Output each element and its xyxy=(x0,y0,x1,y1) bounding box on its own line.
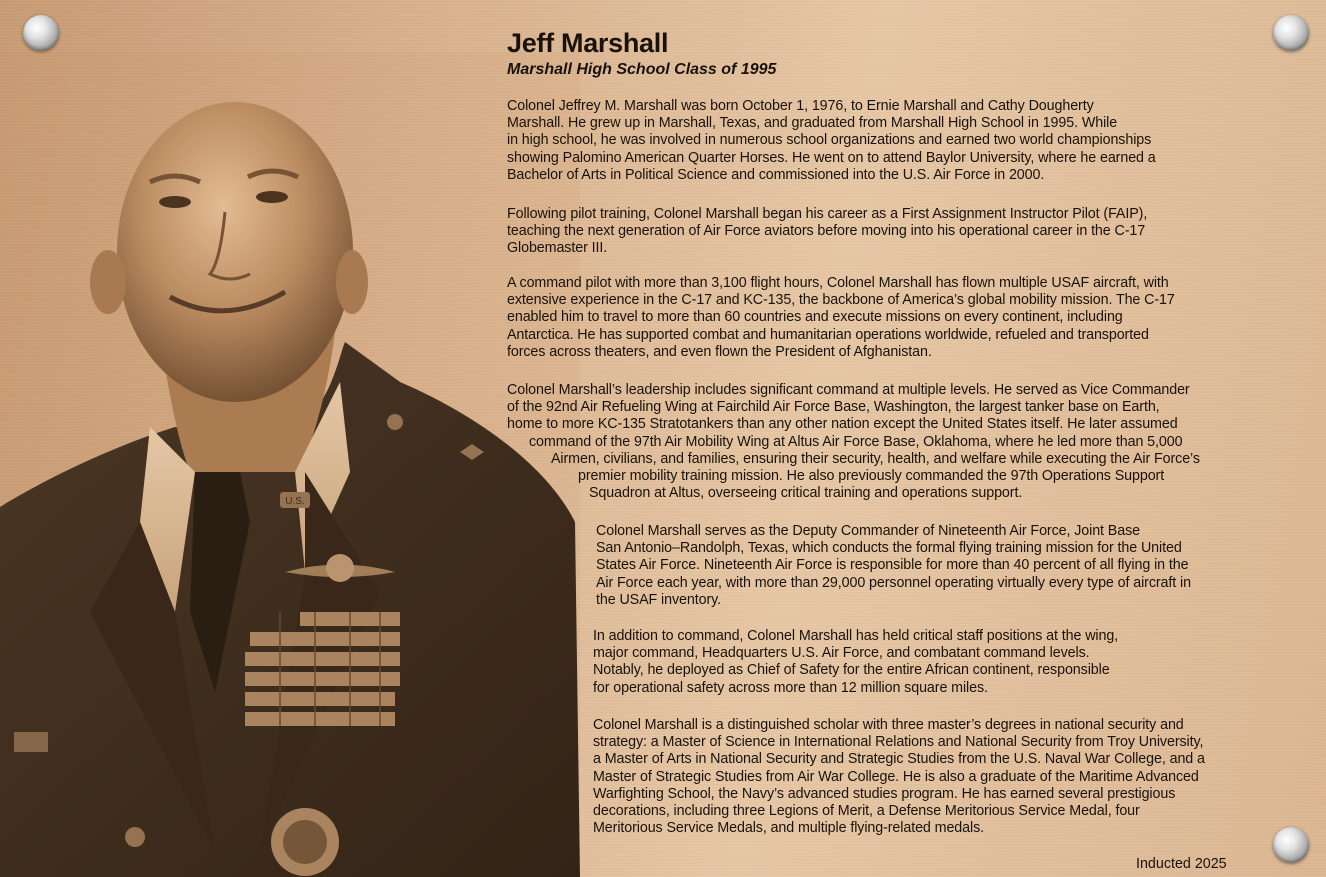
uniform-insignia-text: U.S. xyxy=(285,496,305,507)
bio-paragraph-command-pilot: A command pilot with more than 3,100 flight hours, Colonel Marshall has flown multiple USAF aircraft, with extensive experience in the C-17 and KC-135, the backbone of America’s global mobility mission. The C-17 enabled him to travel to more than 60 countries and execute missions on every continent, including Antarctica. He has supported combat and humanitarian operations worldwide, refueled and transported forces across theaters, and even flown the President of Afghanistan. xyxy=(507,275,1175,360)
screw-head-icon xyxy=(1273,827,1309,863)
inductee-name: Jeff Marshall xyxy=(507,28,669,58)
bio-paragraph-staff-positions: In addition to command, Colonel Marshall has held critical staff positions at the wing, major command, Headquarters U.S. Air Force, and combatant command levels. Notably, he deployed as Chief of Safety for the entire African continent, responsible for operational safety across more than 12 million square miles. xyxy=(593,628,1119,696)
bio-paragraph-leadership: Colonel Marshall’s leadership includes significant command at multiple levels. He served as Vice Commander of the 92nd Air Refueling Wing at Fairchild Air Force Base, Washington, the largest tanker base on Earth, home to more KC-135 Stratotankers than any other nation except the United States itself. He later assumed command of the 97th Air Mobility Wing at Altus Air Force Base, Oklahoma, where he led more than 5,000 Airmen, civilians, and families, ensuring their security, health, and welfare while executing the Air Force’s premier mobility training mission. He also previously commanded the 97th Operations Support Squadron at Altus, overseeing critical training and operations support. xyxy=(507,382,1200,502)
bio-paragraph-education: Colonel Marshall is a distinguished scholar with three master’s degrees in national security and strategy: a Master of Science in International Relations and National Security from Troy University, a Master of Arts in National Security and Strategic Studies from the U.S. Naval War College, and a Master of Strategic Studies from Air War College. He is also a graduate of the Maritime Advanced Warfighting School, the Navy’s advanced studies program. He has earned several prestigious decorations, including three Legions of Merit, a Defense Meritorious Service Medal, four Meritorious Service Medals, and multiple flying-related medals. xyxy=(593,717,1205,837)
screw-head-icon xyxy=(1273,15,1309,51)
bio-paragraph-pilot-training: Following pilot training, Colonel Marshall began his career as a First Assignment Instructor Pilot (FAIP), teaching the next generation of Air Force aviators before moving into his operational career in the C-17 Globemaster III. xyxy=(507,206,1148,257)
portrait-photo xyxy=(0,52,580,877)
inductee-class-subtitle: Marshall High School Class of 1995 xyxy=(507,61,777,78)
bio-paragraph-early-life: Colonel Jeffrey M. Marshall was born October 1, 1976, to Ernie Marshall and Cathy Dougherty Marshall. He grew up in Marshall, Texas, and graduated from Marshall High School in 1995. While in high school, he was involved in numerous school organizations and earned two world championships showing Palomino American Quarter Horses. He went on to attend Baylor University, where he earned a Bachelor of Arts in Political Science and commissioned into the U.S. Air Force in 2000. xyxy=(507,98,1156,183)
inducted-year-label: Inducted 2025 xyxy=(1136,856,1227,872)
bio-paragraph-deputy-commander: Colonel Marshall serves as the Deputy Commander of Nineteenth Air Force, Joint Base San Antonio–Randolph, Texas, which conducts the formal flying training mission for the United States Air Force. Nineteenth Air Force is responsible for more than 40 percent of all flying in the Air Force each year, with more than 29,000 personnel operating virtually every type of aircraft in the USAF inventory. xyxy=(596,523,1191,608)
screw-head-icon xyxy=(23,15,59,51)
